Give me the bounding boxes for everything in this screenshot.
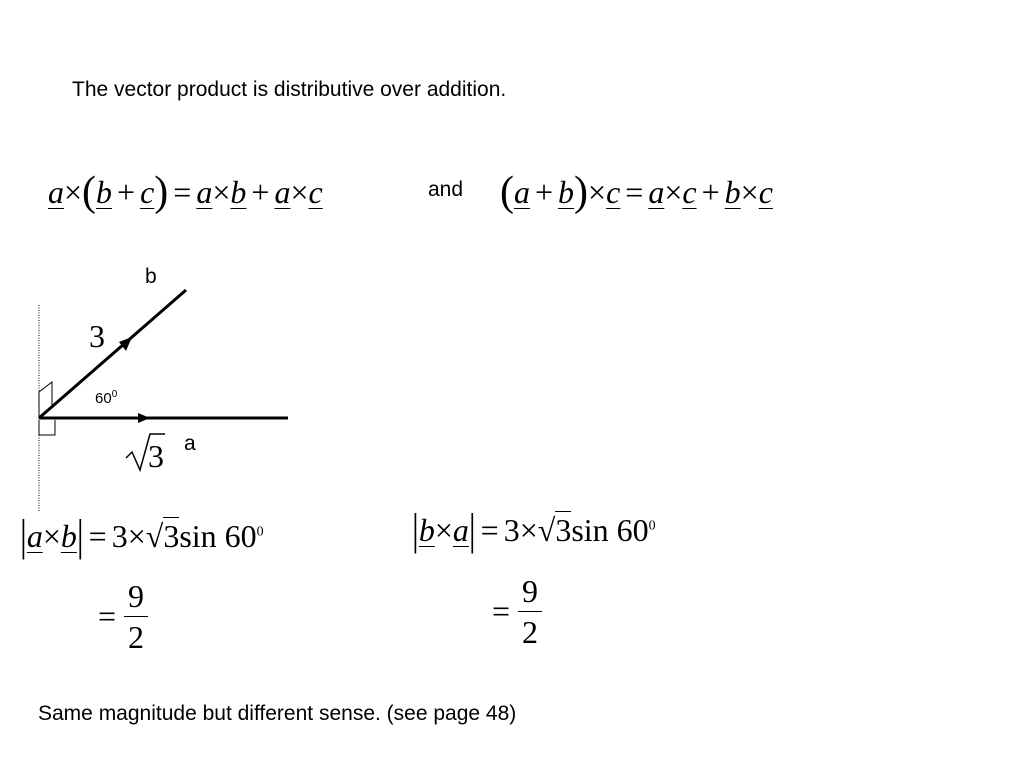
sqrt-radicand: 3: [555, 512, 572, 548]
vector-c: c: [682, 174, 697, 210]
equals-op: =: [98, 598, 117, 634]
vector-a: a: [452, 512, 469, 548]
right-angle-mark-lower: [39, 420, 55, 435]
degree-mark: 0: [256, 524, 264, 540]
cross-op: ×: [434, 512, 453, 548]
plus-op: +: [117, 174, 136, 210]
fraction: [124, 580, 148, 653]
vector-b: b: [558, 174, 575, 210]
vector-b: b: [230, 174, 247, 210]
equals-op: =: [88, 518, 107, 554]
angle-degree: 0: [111, 389, 118, 400]
cross-op: ×: [42, 518, 61, 554]
equals-op: =: [173, 174, 192, 210]
result-left: [98, 580, 148, 653]
vector-c: c: [758, 174, 773, 210]
numerator: 9: [128, 578, 145, 614]
plus-op: +: [251, 174, 270, 210]
open-paren: (: [500, 169, 514, 215]
vector-c: c: [606, 174, 621, 210]
conclusion-text: Same magnitude but different sense. (see page 48): [38, 702, 517, 725]
numerator: 9: [522, 573, 539, 609]
sine-term: sin 60: [179, 518, 257, 554]
vector-a-arrowhead: [138, 413, 150, 423]
equals-op: =: [492, 593, 511, 629]
vector-a: a: [26, 518, 43, 554]
result-right: [492, 575, 542, 648]
vector-a: a: [274, 174, 291, 210]
cross-op: ×: [290, 174, 309, 210]
abs-bar-left: |: [20, 512, 27, 561]
vector-a: a: [196, 174, 213, 210]
equals-op: =: [625, 174, 644, 210]
vector-a: a: [648, 174, 665, 210]
vector-a: a: [48, 174, 64, 210]
magnitude-b: 3: [89, 318, 105, 354]
vector-c: c: [140, 174, 155, 210]
equals-op: =: [480, 512, 499, 548]
cross-op: ×: [664, 174, 683, 210]
open-paren: (: [82, 169, 97, 215]
cross-magnitude-ba: [412, 506, 656, 555]
abs-bar-right: |: [468, 506, 476, 555]
sine-term: sin 60: [571, 512, 649, 548]
label-a: a: [184, 432, 196, 455]
sqrt-symbol: √: [145, 518, 164, 554]
fraction: [518, 575, 542, 648]
vector-a: a: [514, 174, 530, 210]
denominator: 2: [522, 614, 539, 650]
vector-b: b: [724, 174, 741, 210]
cross-op: ×: [64, 174, 83, 210]
vector-c: c: [308, 174, 323, 210]
vector-b-arrowhead: [119, 337, 132, 351]
cross-op: ×: [588, 174, 607, 210]
close-paren: ): [574, 169, 589, 215]
angle-label: [95, 389, 117, 407]
fraction-bar: [124, 616, 148, 617]
angle-value: 60: [95, 390, 112, 407]
vector-b: b: [60, 518, 77, 554]
vector-b: b: [418, 512, 435, 548]
plus-op: +: [701, 174, 720, 210]
intro-text: The vector product is distributive over addition.: [72, 78, 507, 101]
vector-b: b: [96, 174, 113, 210]
magnitude-a-radicand: 3: [148, 438, 164, 474]
coefficient: 3×: [503, 512, 538, 548]
cross-op: ×: [212, 174, 231, 210]
degree-mark: 0: [648, 518, 656, 534]
coefficient: 3×: [111, 518, 146, 554]
connector-and: and: [428, 178, 464, 201]
cross-magnitude-ab: [20, 512, 264, 561]
denominator: 2: [128, 619, 145, 655]
sqrt-radicand: 3: [163, 518, 180, 554]
cross-op: ×: [740, 174, 759, 210]
abs-bar-left: |: [412, 506, 419, 555]
abs-bar-right: |: [76, 512, 84, 561]
sqrt-symbol: √: [537, 512, 556, 548]
fraction-bar: [518, 611, 542, 612]
label-b: b: [145, 265, 157, 288]
close-paren: ): [154, 169, 169, 215]
plus-op: +: [535, 174, 554, 210]
